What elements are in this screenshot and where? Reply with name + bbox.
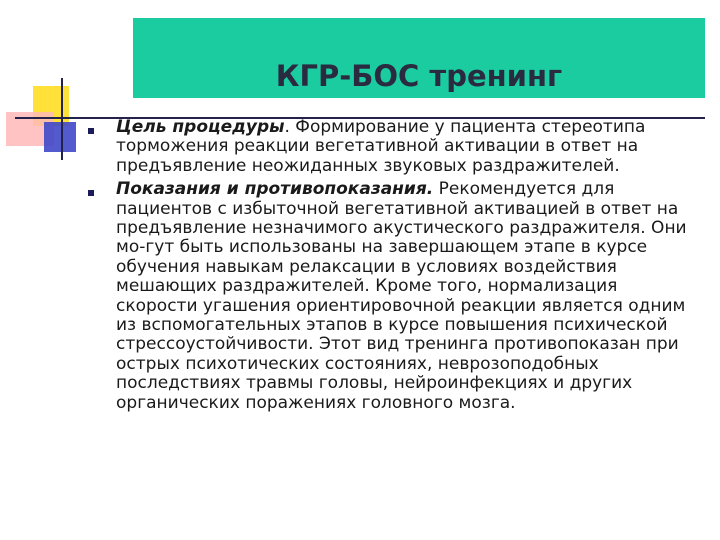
decorative-blue-square — [44, 122, 76, 152]
bullet-item-goal — [86, 118, 696, 176]
bullet-heading: Показания и противопоказания. — [116, 179, 434, 200]
bullet-body: Рекомендуется для пациентов с избыточной вегетативной активацией в ответ на предъявление незначимого акустического раздражителя. Они мо-гут быть использованы на завершающем этапе в курсе обучения навыкам релаксации в условиях воздействия мешающих раздражителей. Кроме того, нормализация скорости угашения ориентировочной реакции является одним из вспомогательных этапов в курсе повышения психической стрессоустойчивости. Этот вид тренинга противопоказан при острых психотических состояниях, неврозоподобных последствиях травмы головы, нейроинфекциях и других органических поражениях головного мозга. — [116, 179, 687, 413]
bullet-heading: Цель процедуры — [116, 117, 285, 137]
slide-content — [86, 118, 696, 417]
bullet-text — [116, 118, 696, 176]
bullet-body: . Формирование у пациента стереотипа торможения реакции вегетативной активации в ответ на предъявление неожиданных звуковых раздражителей. — [116, 117, 646, 176]
slide-title: КГР-БОС тренинг — [275, 59, 563, 93]
square-bullet-icon — [88, 190, 94, 196]
square-bullet-icon — [88, 128, 94, 134]
bullet-text — [116, 180, 696, 413]
bullet-item-indications — [86, 180, 696, 413]
decorative-vertical-line — [61, 78, 63, 160]
